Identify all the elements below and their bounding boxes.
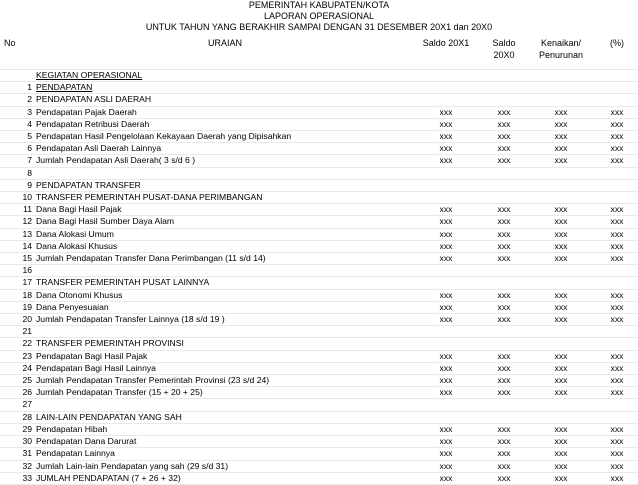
table-row — [0, 131, 638, 143]
value-saldo-20x0: xxx — [478, 350, 530, 362]
table-row — [0, 460, 638, 472]
header-report-title: LAPORAN OPERASIONAL — [263, 11, 375, 21]
value-saldo-20x0 — [478, 326, 530, 338]
value-saldo-20x1: xxx — [414, 155, 478, 167]
row-number: 16 — [0, 265, 36, 277]
value-percent: xxx — [592, 301, 638, 313]
row-description: Pendapatan Bagi Hasil Lainnya — [36, 362, 414, 374]
table-row — [0, 289, 638, 301]
row-number: 9 — [0, 179, 36, 191]
table-row — [0, 338, 638, 350]
value-saldo-20x0: xxx — [478, 240, 530, 252]
value-saldo-20x0 — [478, 82, 530, 94]
value-saldo-20x1 — [414, 94, 478, 106]
row-number: 14 — [0, 240, 36, 252]
table-row — [0, 423, 638, 435]
row-number: 32 — [0, 460, 36, 472]
row-number: 2 — [0, 94, 36, 106]
value-kenaikan: xxx — [530, 131, 592, 143]
value-saldo-20x1: xxx — [414, 228, 478, 240]
row-description: Pendapatan Pajak Daerah — [36, 106, 414, 118]
row-description: Jumlah Lain-lain Pendapatan yang sah (29 s/d 31) — [36, 460, 414, 472]
value-saldo-20x1: xxx — [414, 253, 478, 265]
row-number: 26 — [0, 387, 36, 399]
row-description: Pendapatan Asli Daerah Lainnya — [36, 143, 414, 155]
row-number: 22 — [0, 338, 36, 350]
value-saldo-20x0: xxx — [478, 375, 530, 387]
report-rows — [0, 70, 638, 485]
row-description: Dana Otonomi Khusus — [36, 289, 414, 301]
header-period: UNTUK TAHUN YANG BERAKHIR SAMPAI DENGAN 31 DESEMBER 20X1 dan 20X0 — [145, 22, 493, 32]
table-row — [0, 253, 638, 265]
value-kenaikan — [530, 167, 592, 179]
value-saldo-20x1: xxx — [414, 387, 478, 399]
value-kenaikan: xxx — [530, 228, 592, 240]
value-kenaikan: xxx — [530, 350, 592, 362]
row-number: 5 — [0, 131, 36, 143]
value-saldo-20x1 — [414, 179, 478, 191]
row-description: TRANSFER PEMERINTAH PUSAT-DANA PERIMBANGAN — [36, 192, 414, 204]
table-row — [0, 179, 638, 191]
value-percent: xxx — [592, 362, 638, 374]
value-saldo-20x1: xxx — [414, 118, 478, 130]
value-saldo-20x0: xxx — [478, 216, 530, 228]
operational-report-table — [0, 33, 638, 485]
value-saldo-20x0 — [478, 70, 530, 82]
value-kenaikan — [530, 265, 592, 277]
table-row — [0, 228, 638, 240]
value-percent: xxx — [592, 106, 638, 118]
row-number: 15 — [0, 253, 36, 265]
row-description: Pendapatan Retribusi Daerah — [36, 118, 414, 130]
table-row — [0, 301, 638, 313]
value-saldo-20x0 — [478, 277, 530, 289]
column-header-kenaikan-line2: Penurunan — [538, 50, 584, 60]
value-kenaikan: xxx — [530, 253, 592, 265]
row-description: Dana Bagi Hasil Sumber Daya Alam — [36, 216, 414, 228]
value-percent — [592, 192, 638, 204]
value-saldo-20x0 — [478, 179, 530, 191]
row-number: 7 — [0, 155, 36, 167]
column-header-saldo-20x1: Saldo 20X1 — [414, 33, 478, 70]
value-saldo-20x1: xxx — [414, 423, 478, 435]
value-percent — [592, 277, 638, 289]
value-saldo-20x0 — [478, 192, 530, 204]
value-percent — [592, 82, 638, 94]
table-header-row — [0, 33, 638, 70]
table-row — [0, 240, 638, 252]
row-number: 18 — [0, 289, 36, 301]
row-number — [0, 70, 36, 82]
value-percent: xxx — [592, 240, 638, 252]
value-kenaikan: xxx — [530, 387, 592, 399]
column-header-saldo-20x0 — [478, 33, 530, 70]
value-percent — [592, 94, 638, 106]
value-saldo-20x0: xxx — [478, 289, 530, 301]
value-saldo-20x1: xxx — [414, 375, 478, 387]
table-row — [0, 375, 638, 387]
value-percent — [592, 399, 638, 411]
value-saldo-20x0: xxx — [478, 143, 530, 155]
value-percent: xxx — [592, 375, 638, 387]
row-description: Pendapatan Dana Darurat — [36, 436, 414, 448]
value-saldo-20x0: xxx — [478, 228, 530, 240]
row-description: Dana Alokasi Khusus — [36, 240, 414, 252]
value-saldo-20x0: xxx — [478, 131, 530, 143]
value-saldo-20x1: xxx — [414, 289, 478, 301]
row-number: 33 — [0, 472, 36, 484]
table-row — [0, 82, 638, 94]
column-header-kenaikan — [530, 33, 592, 70]
value-percent: xxx — [592, 387, 638, 399]
value-saldo-20x1 — [414, 338, 478, 350]
value-kenaikan — [530, 326, 592, 338]
row-description: Jumlah Pendapatan Transfer Dana Perimbangan (11 s/d 14) — [36, 253, 414, 265]
value-saldo-20x0: xxx — [478, 155, 530, 167]
row-number: 12 — [0, 216, 36, 228]
row-description: PENDAPATAN TRANSFER — [36, 179, 414, 191]
value-saldo-20x1: xxx — [414, 240, 478, 252]
value-kenaikan — [530, 399, 592, 411]
value-percent: xxx — [592, 228, 638, 240]
value-saldo-20x1 — [414, 70, 478, 82]
value-saldo-20x0 — [478, 265, 530, 277]
column-header-no: No — [0, 33, 36, 70]
value-saldo-20x1 — [414, 167, 478, 179]
row-number: 21 — [0, 326, 36, 338]
value-saldo-20x1 — [414, 326, 478, 338]
table-row — [0, 448, 638, 460]
value-saldo-20x1 — [414, 265, 478, 277]
row-description: KEGIATAN OPERASIONAL — [36, 70, 414, 82]
table-row — [0, 350, 638, 362]
value-saldo-20x0 — [478, 411, 530, 423]
table-row — [0, 70, 638, 82]
row-description: Pendapatan Hasil Pengelolaan Kekayaan Daerah yang Dipisahkan — [36, 131, 414, 143]
row-number: 30 — [0, 436, 36, 448]
row-number: 25 — [0, 375, 36, 387]
value-saldo-20x1 — [414, 277, 478, 289]
table-row — [0, 436, 638, 448]
value-saldo-20x1: xxx — [414, 436, 478, 448]
row-number: 8 — [0, 167, 36, 179]
row-number: 31 — [0, 448, 36, 460]
value-saldo-20x1: xxx — [414, 301, 478, 313]
row-description: TRANSFER PEMERINTAH PUSAT LAINNYA — [36, 277, 414, 289]
column-header-saldo-20x0-line2: 20X0 — [493, 50, 515, 60]
row-description: Jumlah Pendapatan Transfer Pemerintah Provinsi (23 s/d 24) — [36, 375, 414, 387]
table-row — [0, 216, 638, 228]
row-number: 11 — [0, 204, 36, 216]
value-saldo-20x0: xxx — [478, 204, 530, 216]
table-row — [0, 314, 638, 326]
row-number: 27 — [0, 399, 36, 411]
value-percent: xxx — [592, 216, 638, 228]
table-row — [0, 143, 638, 155]
row-description: Dana Penyesuaian — [36, 301, 414, 313]
value-percent: xxx — [592, 204, 638, 216]
header-government: PEMERINTAH KABUPATEN/KOTA — [248, 0, 390, 10]
row-number: 4 — [0, 118, 36, 130]
value-saldo-20x1: xxx — [414, 204, 478, 216]
value-kenaikan: xxx — [530, 289, 592, 301]
value-kenaikan — [530, 70, 592, 82]
row-description: Pendapatan Lainnya — [36, 448, 414, 460]
row-number: 24 — [0, 362, 36, 374]
value-percent: xxx — [592, 448, 638, 460]
value-saldo-20x0 — [478, 338, 530, 350]
value-saldo-20x0: xxx — [478, 301, 530, 313]
column-header-percent: (%) — [592, 33, 638, 70]
table-row — [0, 155, 638, 167]
value-kenaikan: xxx — [530, 436, 592, 448]
value-percent: xxx — [592, 131, 638, 143]
value-kenaikan — [530, 82, 592, 94]
value-percent: xxx — [592, 118, 638, 130]
table-row — [0, 192, 638, 204]
table-row — [0, 387, 638, 399]
value-saldo-20x0: xxx — [478, 118, 530, 130]
value-saldo-20x0 — [478, 399, 530, 411]
value-saldo-20x0: xxx — [478, 436, 530, 448]
value-saldo-20x0: xxx — [478, 423, 530, 435]
value-kenaikan: xxx — [530, 362, 592, 374]
table-row — [0, 106, 638, 118]
value-percent: xxx — [592, 143, 638, 155]
row-number: 29 — [0, 423, 36, 435]
report-header — [0, 0, 638, 33]
value-percent: xxx — [592, 423, 638, 435]
row-description: Jumlah Pendapatan Asli Daerah( 3 s/d 6 ) — [36, 155, 414, 167]
value-percent: xxx — [592, 155, 638, 167]
row-number: 1 — [0, 82, 36, 94]
value-kenaikan: xxx — [530, 240, 592, 252]
row-description: PENDAPATAN ASLI DAERAH — [36, 94, 414, 106]
row-description: Pendapatan Bagi Hasil Pajak — [36, 350, 414, 362]
value-saldo-20x1: xxx — [414, 472, 478, 484]
value-saldo-20x1: xxx — [414, 314, 478, 326]
value-kenaikan: xxx — [530, 155, 592, 167]
table-row — [0, 399, 638, 411]
value-percent: xxx — [592, 350, 638, 362]
row-number: 17 — [0, 277, 36, 289]
value-percent: xxx — [592, 289, 638, 301]
row-description: PENDAPATAN — [36, 82, 414, 94]
value-percent: xxx — [592, 472, 638, 484]
value-percent — [592, 338, 638, 350]
table-row — [0, 362, 638, 374]
row-number: 20 — [0, 314, 36, 326]
value-percent: xxx — [592, 460, 638, 472]
value-kenaikan: xxx — [530, 472, 592, 484]
row-number: 3 — [0, 106, 36, 118]
value-kenaikan — [530, 94, 592, 106]
value-percent — [592, 265, 638, 277]
row-description — [36, 399, 414, 411]
row-description: Jumlah Pendapatan Transfer Lainnya (18 s/d 19 ) — [36, 314, 414, 326]
row-description: Dana Bagi Hasil Pajak — [36, 204, 414, 216]
value-saldo-20x0: xxx — [478, 460, 530, 472]
value-kenaikan — [530, 179, 592, 191]
value-kenaikan: xxx — [530, 375, 592, 387]
row-description: TRANSFER PEMERINTAH PROVINSI — [36, 338, 414, 350]
value-saldo-20x0: xxx — [478, 253, 530, 265]
row-description: Jumlah Pendapatan Transfer (15 + 20 + 25) — [36, 387, 414, 399]
value-saldo-20x1: xxx — [414, 362, 478, 374]
value-saldo-20x1: xxx — [414, 216, 478, 228]
value-saldo-20x0: xxx — [478, 448, 530, 460]
row-number: 13 — [0, 228, 36, 240]
value-saldo-20x1: xxx — [414, 460, 478, 472]
value-saldo-20x0: xxx — [478, 106, 530, 118]
value-kenaikan: xxx — [530, 216, 592, 228]
value-percent — [592, 167, 638, 179]
row-description — [36, 265, 414, 277]
value-saldo-20x1 — [414, 192, 478, 204]
row-description — [36, 326, 414, 338]
value-kenaikan — [530, 411, 592, 423]
value-saldo-20x0 — [478, 94, 530, 106]
column-header-uraian: URAIAN — [36, 33, 414, 70]
table-row — [0, 265, 638, 277]
value-kenaikan: xxx — [530, 204, 592, 216]
table-row — [0, 326, 638, 338]
value-saldo-20x1: xxx — [414, 106, 478, 118]
value-saldo-20x1 — [414, 399, 478, 411]
value-kenaikan — [530, 338, 592, 350]
value-percent: xxx — [592, 436, 638, 448]
value-kenaikan: xxx — [530, 460, 592, 472]
value-saldo-20x0: xxx — [478, 472, 530, 484]
value-saldo-20x0 — [478, 167, 530, 179]
table-row — [0, 204, 638, 216]
column-header-saldo-20x0-line1: Saldo — [492, 38, 516, 48]
value-kenaikan: xxx — [530, 423, 592, 435]
row-number: 6 — [0, 143, 36, 155]
table-row — [0, 277, 638, 289]
table-row — [0, 118, 638, 130]
value-saldo-20x1: xxx — [414, 143, 478, 155]
value-kenaikan: xxx — [530, 448, 592, 460]
value-kenaikan — [530, 277, 592, 289]
table-row — [0, 94, 638, 106]
value-percent: xxx — [592, 314, 638, 326]
table-row — [0, 167, 638, 179]
value-saldo-20x1: xxx — [414, 131, 478, 143]
value-saldo-20x1: xxx — [414, 448, 478, 460]
column-header-kenaikan-line1: Kenaikan/ — [540, 38, 582, 48]
value-kenaikan: xxx — [530, 143, 592, 155]
value-saldo-20x1 — [414, 411, 478, 423]
row-description: LAIN-LAIN PENDAPATAN YANG SAH — [36, 411, 414, 423]
value-percent — [592, 326, 638, 338]
value-kenaikan — [530, 192, 592, 204]
value-percent — [592, 179, 638, 191]
row-description: JUMLAH PENDAPATAN (7 + 26 + 32) — [36, 472, 414, 484]
value-saldo-20x0: xxx — [478, 362, 530, 374]
row-description: Pendapatan Hibah — [36, 423, 414, 435]
row-description: Dana Alokasi Umum — [36, 228, 414, 240]
value-percent — [592, 411, 638, 423]
value-saldo-20x0: xxx — [478, 387, 530, 399]
value-percent — [592, 70, 638, 82]
value-kenaikan: xxx — [530, 314, 592, 326]
value-kenaikan: xxx — [530, 118, 592, 130]
value-kenaikan: xxx — [530, 301, 592, 313]
table-row — [0, 472, 638, 484]
row-number: 19 — [0, 301, 36, 313]
value-percent: xxx — [592, 253, 638, 265]
row-number: 28 — [0, 411, 36, 423]
value-saldo-20x0: xxx — [478, 314, 530, 326]
value-saldo-20x1: xxx — [414, 350, 478, 362]
row-number: 10 — [0, 192, 36, 204]
value-kenaikan: xxx — [530, 106, 592, 118]
table-row — [0, 411, 638, 423]
row-description — [36, 167, 414, 179]
value-saldo-20x1 — [414, 82, 478, 94]
row-number: 23 — [0, 350, 36, 362]
